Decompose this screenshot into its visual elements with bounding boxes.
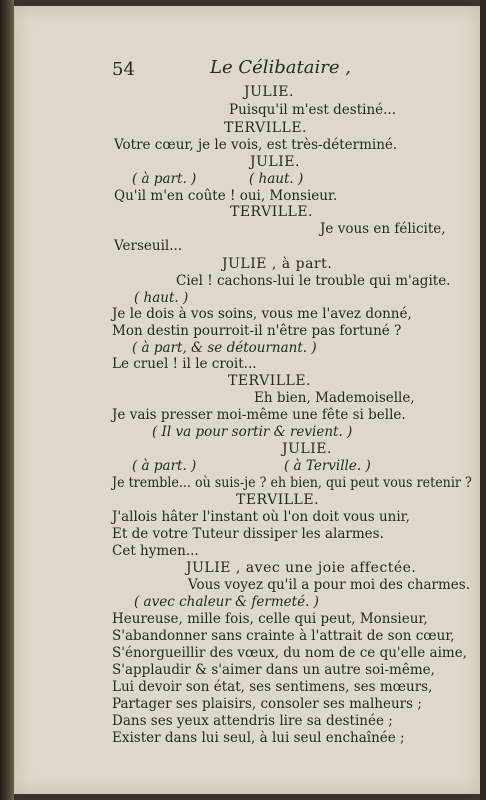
stage-direction: ( haut. ) bbox=[249, 171, 304, 187]
speaker-name: TERVILLE. bbox=[236, 492, 320, 508]
verse-line: Heureuse, mille fois, celle qui peut, Monsieur, bbox=[112, 611, 428, 627]
stage-direction: ( à Terville. ) bbox=[284, 458, 371, 474]
verse-line: Le cruel ! il le croit... bbox=[112, 356, 257, 372]
stage-direction: ( à part. ) bbox=[132, 458, 197, 474]
speaker-name: JULIE. bbox=[250, 154, 300, 170]
verse-line: J'allois hâter l'instant où l'on doit vous unir, bbox=[112, 509, 410, 525]
verse-line: Dans ses yeux attendris lire sa destinée ; bbox=[112, 713, 393, 729]
verse-line: Et de votre Tuteur dissiper les alarmes. bbox=[112, 526, 384, 542]
speaker-name: TERVILLE. bbox=[230, 204, 314, 220]
verse-line: Verseuil... bbox=[114, 238, 183, 254]
verse-line: S'énorgueillir des vœux, du nom de ce qu'elle aime, bbox=[112, 645, 467, 661]
verse-line: Mon destin pourroit-il n'être pas fortuné ? bbox=[112, 323, 402, 339]
running-title: Le Célibataire , bbox=[210, 57, 351, 78]
speaker-name: JULIE , avec une joie affectée. bbox=[186, 560, 417, 576]
speaker-name: JULIE. bbox=[244, 84, 294, 100]
verse-line: Qu'il m'en coûte ! oui, Monsieur. bbox=[114, 188, 338, 204]
stage-direction: ( à part. ) bbox=[132, 171, 197, 187]
stage-direction: ( à part, & se détournant. ) bbox=[132, 340, 317, 356]
stage-direction: ( avec chaleur & fermeté. ) bbox=[134, 594, 319, 610]
stage-direction: ( Il va pour sortir & revient. ) bbox=[152, 424, 353, 440]
verse-line: S'applaudir & s'aimer dans un autre soi-même, bbox=[112, 662, 435, 678]
verse-line: Je vais presser moi-même une fête si belle. bbox=[112, 407, 406, 423]
stage-direction: ( haut. ) bbox=[134, 290, 189, 306]
book-gutter bbox=[0, 0, 14, 800]
verse-line: Ciel ! cachons-lui le trouble qui m'agite. bbox=[176, 273, 451, 289]
verse-line: Puisqu'il m'est destiné... bbox=[229, 102, 397, 118]
verse-line: S'abandonner sans crainte à l'attrait de son cœur, bbox=[112, 628, 455, 644]
verse-line: Lui devoir son état, ses sentimens, ses mœurs, bbox=[112, 679, 433, 695]
verse-line: Vous voyez qu'il a pour moi des charmes. bbox=[188, 577, 471, 593]
verse-line: Cet hymen... bbox=[112, 543, 199, 559]
speaker-name: JULIE , à part. bbox=[222, 256, 333, 272]
page-edge bbox=[480, 0, 486, 800]
verse-line: Partager ses plaisirs, consoler ses malheurs ; bbox=[112, 696, 422, 712]
page-number: 54 bbox=[112, 59, 135, 80]
verse-line: Je le dois à vos soins, vous me l'avez donné, bbox=[112, 306, 412, 322]
speaker-name: TERVILLE. bbox=[224, 120, 308, 136]
verse-line: Exister dans lui seul, à lui seul enchaînée ; bbox=[112, 730, 405, 746]
book-page bbox=[14, 6, 480, 794]
verse-line: Eh bien, Mademoiselle, bbox=[254, 390, 415, 406]
verse-line: Votre cœur, je le vois, est très-déterminé. bbox=[114, 137, 398, 153]
verse-line: Je vous en félicite, bbox=[320, 221, 446, 237]
verse-line: Je tremble... où suis-je ? eh bien, qui peut vous retenir ? bbox=[112, 475, 472, 491]
speaker-name: JULIE. bbox=[282, 441, 332, 457]
speaker-name: TERVILLE. bbox=[228, 373, 312, 389]
